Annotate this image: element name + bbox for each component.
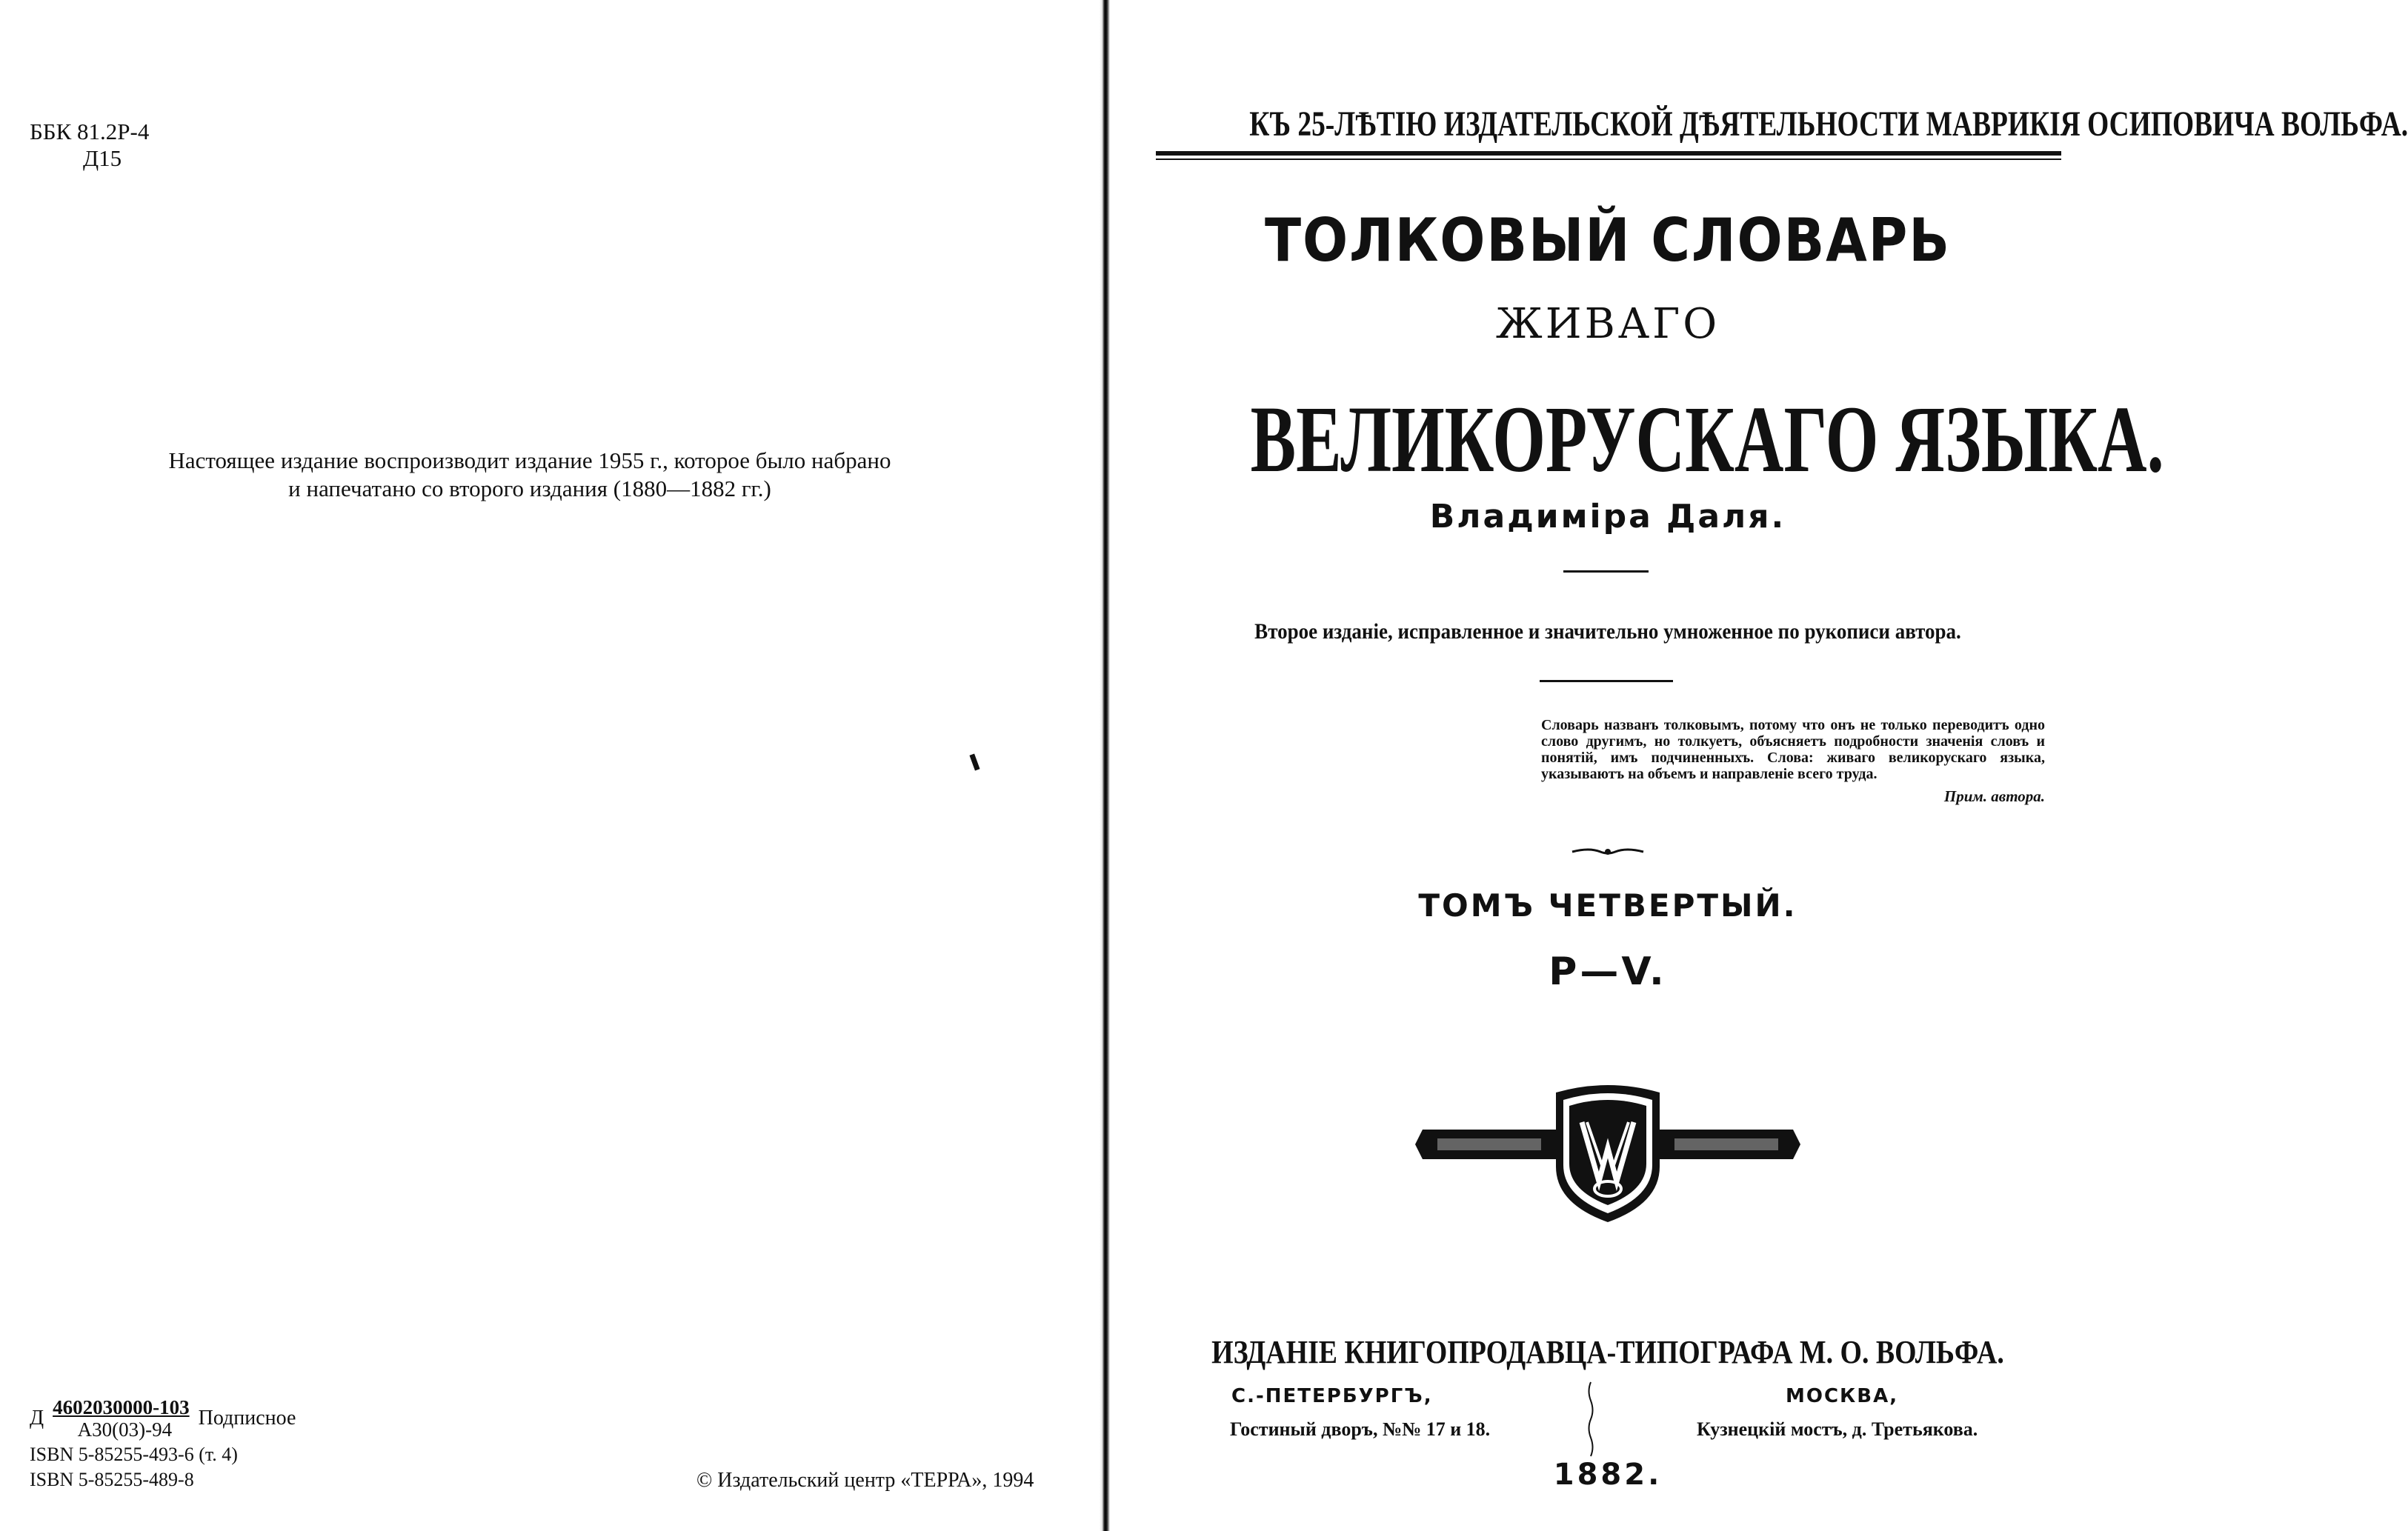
title-line-2: ЖИВАГО [1495,300,1720,348]
heading-rule-thin [1156,159,2061,160]
code-numerator: 4602030000-103 [53,1396,190,1418]
bbk-classification [30,119,149,172]
bbk-sub-code: Д15 [83,145,122,171]
edition-note-line-2: и напечатано со второго издания (1880—1882 гг.) [288,476,771,501]
letter-range: Р—V. [1549,950,1667,994]
heading-rule-thick [1156,151,2061,156]
edition-note-line-1: Настоящее издание воспроизводит издание 1955 г., которое было набрано [168,447,891,473]
edition-note [74,447,985,503]
quote-attribution: Прим. автора. [1943,787,2045,805]
print-speck [969,753,980,770]
right-page [1111,0,2408,1531]
divider-rule [1563,570,1649,573]
address-st-petersburg: Гостиный дворъ, №№ 17 и 18. [1230,1418,1491,1440]
author-quote: Словарь названъ толковымъ, потому что онъ не только переводитъ одно слово другимъ, но толкуетъ, объясняетъ подробности значенія словъ и понятій, имъ подчиненныхъ. Слова: живаго великорускаго языка, указываютъ на объемъ и направленіе всего труда. [1541,717,2045,782]
isbn-volume: ISBN 5-85255-493-6 (т. 4) [30,1444,238,1465]
title-line-1: ТОЛКОВЫЙ СЛОВАРЬ [1265,206,1951,275]
book-spine [1100,0,1110,1531]
publisher-emblem-icon [1415,1078,1800,1226]
code-denominator: А30(03)-94 [77,1418,173,1441]
anniversary-heading: КЪ 25-ЛѢТІЮ ИЗДАТЕЛЬСКОЙ ДѢЯТЕЛЬНОСТИ МАВРИКІЯ ОСИПОВИЧА ВОЛЬФА. [1249,104,2408,144]
publication-year: 1882. [1553,1458,1663,1492]
imprint-block [30,1396,296,1491]
address-moscow: Кузнецкій мостъ, д. Третьякова. [1697,1418,1978,1440]
volume-title: ТОМЪ ЧЕТВЕРТЫЙ. [1418,887,1797,924]
title-line-3: ВЕЛИКОРУСКАГО ЯЗЫКА. [1250,387,2164,492]
city-st-petersburg: С.-ПЕТЕРБУРГЪ, [1231,1385,1433,1407]
bbk-code: ББК 81.2Р-4 [30,119,150,144]
ornament-icon [1571,844,1645,859]
isbn-set: ISBN 5-85255-489-8 [30,1469,194,1490]
subscription-label: Подписное [198,1407,296,1430]
divider-rule [1540,680,1673,682]
left-page [0,0,1097,1531]
author-name: Владиміра Даля. [1429,498,1786,536]
copyright-notice: © Издательский центр «ТЕРРА», 1994 [696,1469,1034,1492]
edition-statement: Второе изданіе, исправленное и значительно умноженное по рукописи автора. [1254,619,1961,644]
code-fraction [53,1396,190,1441]
code-letter: Д [30,1407,44,1430]
brace-divider [1586,1382,1596,1456]
publishing-code [30,1396,296,1441]
city-moscow: МОСКВА, [1786,1385,1899,1407]
publisher-line: ИЗДАНІЕ КНИГОПРОДАВЦА-ТИПОГРАФА М. О. ВОЛЬФА. [1211,1334,2004,1370]
